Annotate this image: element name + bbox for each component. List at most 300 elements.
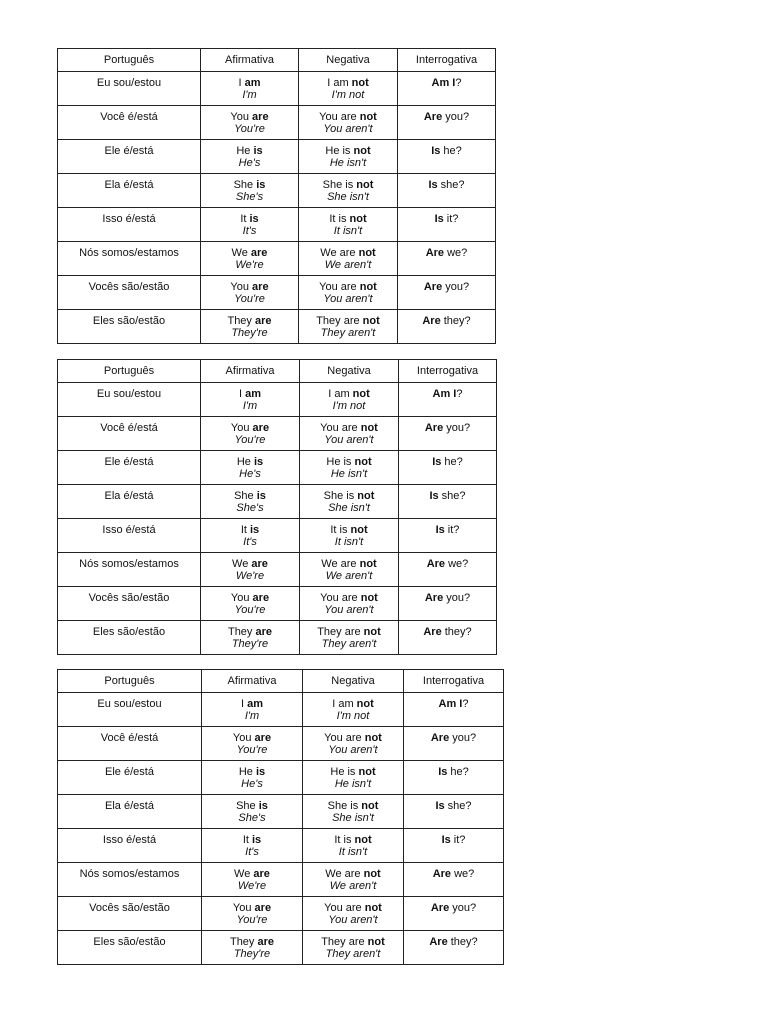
affirmative-contraction: You're	[234, 293, 265, 305]
affirmative-full	[202, 766, 302, 778]
affirmative-full	[201, 456, 299, 468]
cell-interrogativa	[404, 727, 504, 761]
cell-afirmativa	[201, 174, 299, 208]
affirmative-full	[201, 490, 299, 502]
affirmative-verb: is	[255, 766, 266, 778]
negative-subject: It is	[330, 524, 351, 536]
affirmative-contraction: I'm	[242, 400, 258, 412]
cell-interrogativa	[398, 174, 496, 208]
negative-full	[299, 247, 397, 259]
cell-interrogativa	[404, 897, 504, 931]
interrogative-rest: she?	[438, 490, 466, 502]
cell-afirmativa	[201, 276, 299, 310]
affirmative-verb: are	[257, 936, 275, 948]
affirmative-subject: She	[236, 800, 259, 812]
interrogative-rest: he?	[447, 766, 469, 778]
cell-interrogativa	[398, 72, 496, 106]
negative-subject: They are	[317, 626, 364, 638]
affirmative-full	[201, 626, 299, 638]
table-row	[58, 621, 497, 655]
portuguese-text: Nós somos/estamos	[79, 558, 179, 570]
interrogative-full	[399, 558, 496, 570]
cell-portugues	[58, 519, 201, 553]
cell-interrogativa	[398, 242, 496, 276]
affirmative-contraction: You're	[236, 744, 268, 756]
negative-subject: He is	[330, 766, 359, 778]
negative-subject: We are	[325, 868, 364, 880]
interrogative-verb: Are	[423, 111, 443, 123]
negative-not: not	[352, 388, 370, 400]
affirmative-full	[202, 732, 302, 744]
negative-contraction: She isn't	[328, 502, 370, 514]
cell-portugues	[58, 693, 202, 727]
portuguese-text: Isso é/está	[102, 213, 156, 225]
cell-negativa	[303, 761, 404, 795]
cell-negativa	[299, 242, 398, 276]
portuguese-text: Isso é/está	[102, 524, 156, 536]
interrogative-verb: Am I	[438, 698, 463, 710]
cell-afirmativa	[201, 140, 299, 174]
affirmative-subject: We	[234, 868, 254, 880]
interrogative-rest: she?	[437, 179, 465, 191]
interrogative-rest: you?	[449, 902, 477, 914]
interrogative-rest: you?	[449, 732, 477, 744]
negative-full	[299, 315, 397, 327]
interrogative-rest: it?	[443, 213, 459, 225]
interrogative-verb: Am I	[432, 388, 457, 400]
table-row	[58, 276, 496, 310]
table-row	[58, 553, 497, 587]
negative-not: not	[351, 77, 369, 89]
cell-negativa	[303, 829, 404, 863]
affirmative-subject: It	[242, 834, 252, 846]
cell-negativa	[299, 276, 398, 310]
negative-contraction: We aren't	[324, 259, 372, 271]
interrogative-rest: you?	[442, 111, 470, 123]
cell-interrogativa	[398, 106, 496, 140]
cell-afirmativa	[201, 208, 299, 242]
negative-subject: We are	[320, 247, 359, 259]
interrogative-rest: they?	[447, 936, 478, 948]
cell-afirmativa	[202, 863, 303, 897]
header-negativa: Negativa	[299, 49, 398, 72]
table-row	[58, 829, 504, 863]
affirmative-full	[201, 145, 298, 157]
affirmative-verb: is	[256, 179, 266, 191]
interrogative-verb: Are	[423, 626, 442, 638]
interrogative-verb: Is	[429, 490, 439, 502]
cell-negativa	[299, 106, 398, 140]
interrogative-full	[404, 732, 503, 744]
affirmative-verb: are	[254, 732, 272, 744]
interrogative-verb: Are	[426, 558, 446, 570]
negative-not: not	[350, 524, 368, 536]
negative-subject: He is	[326, 456, 355, 468]
affirmative-contraction: It's	[245, 846, 259, 858]
negative-full	[303, 936, 403, 948]
affirmative-contraction: You're	[234, 123, 265, 135]
negative-contraction: I'm not	[336, 710, 370, 722]
cell-portugues	[58, 242, 201, 276]
interrogative-verb: Are	[422, 315, 441, 327]
table-row	[58, 106, 496, 140]
cell-afirmativa	[202, 693, 303, 727]
negative-contraction: You aren't	[324, 434, 374, 446]
negative-full	[300, 524, 398, 536]
interrogative-verb: Are	[423, 281, 443, 293]
negative-contraction: You aren't	[328, 914, 378, 926]
affirmative-verb: is	[256, 490, 266, 502]
negative-full	[303, 868, 403, 880]
negative-full	[303, 902, 403, 914]
cell-portugues	[58, 417, 201, 451]
negative-not: not	[361, 800, 379, 812]
portuguese-text: Eu sou/estou	[96, 388, 162, 400]
cell-interrogativa	[399, 417, 497, 451]
affirmative-subject: I	[238, 388, 246, 400]
table-row	[58, 587, 497, 621]
cell-interrogativa	[404, 693, 504, 727]
cell-negativa	[299, 72, 398, 106]
header-afirmativa: Afirmativa	[201, 49, 299, 72]
cell-negativa	[300, 417, 399, 451]
interrogative-verb: Are	[430, 732, 450, 744]
interrogative-verb: Is	[438, 766, 448, 778]
cell-interrogativa	[399, 621, 497, 655]
interrogative-full	[398, 315, 495, 327]
cell-portugues	[58, 174, 201, 208]
negative-subject: They are	[321, 936, 368, 948]
affirmative-contraction: He's	[238, 157, 261, 169]
affirmative-contraction: They're	[231, 327, 268, 339]
portuguese-text: Ela é/está	[104, 179, 154, 191]
portuguese-text: Nós somos/estamos	[79, 868, 180, 880]
cell-portugues	[58, 553, 201, 587]
negative-not: not	[364, 902, 382, 914]
portuguese-text: Você é/está	[100, 732, 159, 744]
interrogative-verb: Are	[424, 422, 444, 434]
interrogative-rest: she?	[444, 800, 472, 812]
interrogative-full	[404, 800, 503, 812]
cell-negativa	[299, 174, 398, 208]
affirmative-full	[202, 902, 302, 914]
affirmative-contraction: I'm	[242, 89, 257, 101]
negative-not: not	[358, 766, 376, 778]
affirmative-contraction: She's	[235, 191, 264, 203]
interrogative-verb: Is	[428, 179, 438, 191]
interrogative-full	[398, 281, 495, 293]
cell-negativa	[303, 863, 404, 897]
table-row	[58, 383, 497, 417]
affirmative-subject: It	[240, 213, 250, 225]
negative-not: not	[354, 456, 372, 468]
interrogative-verb: Am I	[431, 77, 456, 89]
interrogative-verb: Are	[424, 592, 444, 604]
interrogative-verb: Are	[425, 247, 445, 259]
cell-portugues	[58, 276, 201, 310]
header-interrogativa: Interrogativa	[404, 670, 504, 693]
affirmative-verb: is	[251, 834, 262, 846]
cell-interrogativa	[398, 276, 496, 310]
interrogative-verb: Is	[431, 145, 441, 157]
negative-subject: I am	[327, 77, 352, 89]
affirmative-subject: You	[230, 111, 253, 123]
negative-subject: He is	[325, 145, 354, 157]
affirmative-subject: You	[230, 281, 253, 293]
header-row	[58, 670, 504, 693]
interrogative-full	[404, 766, 503, 778]
affirmative-verb: is	[258, 800, 268, 812]
negative-subject: It is	[334, 834, 355, 846]
table-row	[58, 242, 496, 276]
affirmative-contraction: You're	[234, 604, 266, 616]
affirmative-verb: are	[253, 868, 270, 880]
interrogative-full	[404, 902, 503, 914]
affirmative-subject: She	[234, 490, 257, 502]
interrogative-full	[398, 145, 495, 157]
negative-subject: She is	[327, 800, 362, 812]
cell-negativa	[299, 140, 398, 174]
negative-not: not	[367, 936, 385, 948]
cell-portugues	[58, 72, 201, 106]
interrogative-verb: Are	[432, 868, 452, 880]
affirmative-subject: They	[229, 936, 258, 948]
portuguese-text: Ele é/está	[105, 766, 154, 778]
negative-not: not	[363, 626, 381, 638]
cell-afirmativa	[201, 242, 299, 276]
header-negativa: Negativa	[303, 670, 404, 693]
cell-negativa	[300, 587, 399, 621]
cell-afirmativa	[201, 417, 300, 451]
affirmative-verb: are	[254, 902, 272, 914]
cell-interrogativa	[404, 931, 504, 965]
affirmative-subject: They	[227, 626, 256, 638]
negative-subject: I am	[328, 388, 353, 400]
cell-afirmativa	[201, 587, 300, 621]
cell-afirmativa	[201, 519, 300, 553]
cell-interrogativa	[399, 587, 497, 621]
interrogative-full	[399, 592, 496, 604]
negative-full	[300, 558, 398, 570]
negative-full	[300, 626, 398, 638]
affirmative-full	[201, 315, 298, 327]
interrogative-full	[404, 834, 503, 846]
table-row	[58, 727, 504, 761]
cell-interrogativa	[399, 519, 497, 553]
portuguese-text: Eles são/estão	[92, 626, 166, 638]
affirmative-contraction: He's	[239, 468, 261, 480]
cell-afirmativa	[202, 931, 303, 965]
negative-not: not	[359, 558, 377, 570]
portuguese-text: Ele é/está	[104, 456, 154, 468]
portuguese-text: Vocês são/estão	[88, 592, 170, 604]
affirmative-contraction: We're	[235, 570, 265, 582]
interrogative-full	[404, 868, 503, 880]
header-portugues: Português	[58, 49, 201, 72]
affirmative-verb: are	[254, 315, 272, 327]
affirmative-full	[202, 868, 302, 880]
negative-full	[300, 388, 398, 400]
cell-portugues	[58, 587, 201, 621]
negative-contraction: They aren't	[325, 948, 381, 960]
table-row	[58, 417, 497, 451]
affirmative-contraction: We're	[237, 880, 267, 892]
portuguese-text: Ela é/está	[104, 490, 154, 502]
interrogative-verb: Is	[432, 456, 442, 468]
cell-negativa	[300, 383, 399, 417]
negative-not: not	[364, 732, 382, 744]
interrogative-verb: Are	[430, 902, 450, 914]
negative-subject: I am	[332, 698, 357, 710]
interrogative-full	[399, 524, 496, 536]
cell-portugues	[58, 727, 202, 761]
negative-full	[300, 592, 398, 604]
negative-contraction: You aren't	[328, 744, 378, 756]
negative-full	[300, 422, 398, 434]
header-afirmativa: Afirmativa	[202, 670, 303, 693]
affirmative-verb: are	[250, 247, 268, 259]
affirmative-verb: is	[253, 456, 264, 468]
negative-not: not	[362, 315, 380, 327]
affirmative-full	[201, 111, 298, 123]
interrogative-full	[398, 247, 495, 259]
interrogative-rest: ?	[456, 388, 463, 400]
cell-interrogativa	[404, 761, 504, 795]
cell-afirmativa	[202, 897, 303, 931]
cell-portugues	[58, 621, 201, 655]
negative-subject: You are	[320, 592, 361, 604]
table-row	[58, 863, 504, 897]
negative-full	[300, 456, 398, 468]
affirmative-verb: am	[244, 77, 261, 89]
affirmative-contraction: She's	[238, 812, 266, 824]
portuguese-text: Eles são/estão	[93, 936, 166, 948]
interrogative-full	[399, 456, 496, 468]
negative-subject: It is	[329, 213, 350, 225]
negative-contraction: You aren't	[324, 604, 374, 616]
cell-negativa	[303, 931, 404, 965]
affirmative-subject: He	[238, 766, 256, 778]
affirmative-contraction: She's	[236, 502, 264, 514]
table-row	[58, 208, 496, 242]
cell-interrogativa	[398, 310, 496, 344]
portuguese-text: Eles são/estão	[92, 315, 166, 327]
affirmative-verb: are	[251, 558, 268, 570]
negative-not: not	[349, 213, 367, 225]
interrogative-verb: Is	[435, 800, 445, 812]
negative-not: not	[357, 490, 375, 502]
affirmative-subject: She	[233, 179, 257, 191]
portuguese-text: Ela é/está	[105, 800, 154, 812]
portuguese-text: Nós somos/estamos	[79, 247, 179, 259]
interrogative-rest: ?	[462, 698, 469, 710]
interrogative-full	[399, 490, 496, 502]
cell-interrogativa	[399, 383, 497, 417]
cell-afirmativa	[201, 106, 299, 140]
cell-afirmativa	[202, 727, 303, 761]
interrogative-rest: he?	[441, 456, 463, 468]
cell-portugues	[58, 761, 202, 795]
cell-afirmativa	[201, 72, 299, 106]
cell-afirmativa	[201, 485, 300, 519]
interrogative-full	[398, 111, 495, 123]
negative-not: not	[356, 698, 374, 710]
table-row	[58, 795, 504, 829]
interrogative-full	[404, 936, 503, 948]
table-row	[58, 485, 497, 519]
table-row	[58, 761, 504, 795]
negative-contraction: They aren't	[320, 327, 376, 339]
affirmative-verb: is	[253, 145, 263, 157]
cell-interrogativa	[404, 863, 504, 897]
negative-full	[303, 766, 403, 778]
negative-not: not	[353, 145, 371, 157]
cell-portugues	[58, 310, 201, 344]
affirmative-contraction: He's	[241, 778, 263, 790]
header-negativa: Negativa	[300, 360, 399, 383]
negative-not: not	[358, 247, 376, 259]
negative-full	[300, 490, 398, 502]
affirmative-full	[201, 524, 299, 536]
cell-negativa	[300, 553, 399, 587]
affirmative-full	[201, 77, 298, 89]
cell-portugues	[58, 829, 202, 863]
interrogative-rest: they?	[440, 315, 471, 327]
affirmative-subject: You	[230, 422, 253, 434]
negative-contraction: He isn't	[330, 468, 368, 480]
cell-negativa	[300, 621, 399, 655]
affirmative-contraction: You're	[234, 434, 266, 446]
negative-full	[303, 732, 403, 744]
portuguese-text: Você é/está	[100, 111, 158, 123]
affirmative-full	[201, 558, 299, 570]
cell-afirmativa	[202, 795, 303, 829]
affirmative-subject: I	[240, 698, 248, 710]
verb-to-be-table-2	[57, 359, 497, 655]
cell-portugues	[58, 106, 201, 140]
negative-full	[303, 800, 403, 812]
cell-interrogativa	[404, 829, 504, 863]
cell-negativa	[299, 310, 398, 344]
cell-negativa	[300, 485, 399, 519]
interrogative-rest: you?	[442, 281, 470, 293]
cell-portugues	[58, 383, 201, 417]
cell-interrogativa	[404, 795, 504, 829]
negative-subject: You are	[319, 111, 360, 123]
interrogative-rest: you?	[443, 422, 471, 434]
interrogative-verb: Is	[441, 834, 451, 846]
affirmative-subject: You	[230, 592, 253, 604]
negative-full	[299, 281, 397, 293]
interrogative-rest: he?	[440, 145, 462, 157]
interrogative-rest: ?	[455, 77, 462, 89]
cell-portugues	[58, 863, 202, 897]
affirmative-full	[202, 800, 302, 812]
cell-interrogativa	[399, 485, 497, 519]
negative-full	[303, 834, 403, 846]
interrogative-full	[399, 388, 496, 400]
affirmative-verb: are	[252, 592, 270, 604]
affirmative-subject: He	[236, 145, 254, 157]
cell-interrogativa	[398, 140, 496, 174]
interrogative-verb: Is	[434, 213, 444, 225]
interrogative-rest: it?	[444, 524, 460, 536]
negative-not: not	[360, 592, 378, 604]
cell-portugues	[58, 795, 202, 829]
negative-contraction: She isn't	[327, 191, 369, 203]
negative-subject: You are	[324, 902, 365, 914]
affirmative-contraction: They're	[233, 948, 271, 960]
